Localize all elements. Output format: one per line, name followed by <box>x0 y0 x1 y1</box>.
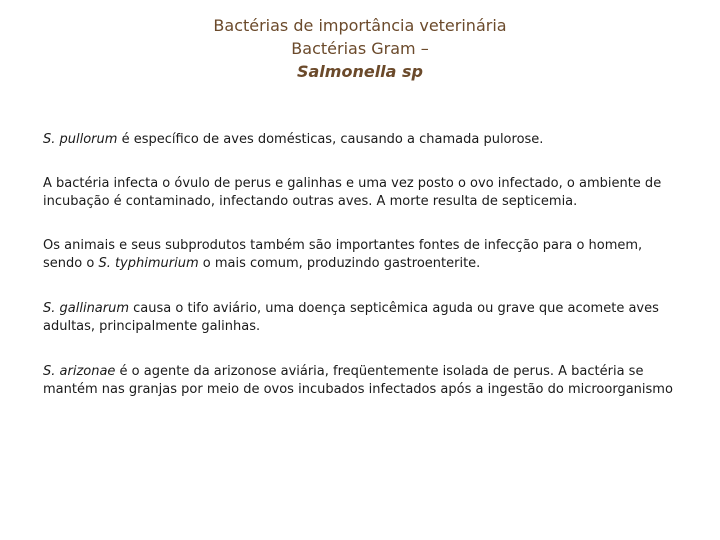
paragraph-gallinarum <box>43 300 673 336</box>
paragraph-pullorum <box>43 131 673 149</box>
species-name: S. pullorum <box>43 132 118 147</box>
paragraph-text: causa o tifo aviário, uma doença septicêmica aguda ou grave que acomete aves adultas, principalmente galinhas. <box>43 301 659 334</box>
slide-title <box>0 14 720 83</box>
paragraph-text-before: Os animais e seus subprodutos também são importantes fontes de infecção para o homem, sendo o <box>43 238 643 271</box>
paragraph-text: é o agente da arizonose aviária, freqüentemente isolada de perus. A bactéria se mantém nas granjas por meio de ovos incubados infectados após a ingestão do microorganismo <box>43 364 673 397</box>
species-name: S. gallinarum <box>43 301 130 316</box>
title-genus: Salmonella sp <box>296 62 424 81</box>
slide-body <box>43 131 673 419</box>
paragraph-infection <box>43 175 673 211</box>
paragraph-arizonae <box>43 363 673 399</box>
paragraph-text: A bactéria infecta o óvulo de perus e galinhas e uma vez posto o ovo infectado, o ambiente de incubação é contaminado, infectando outras aves. A morte resulta de septicemia. <box>43 176 662 209</box>
title-line-2: Bactérias Gram – <box>291 39 429 58</box>
species-name: S. arizonae <box>43 364 116 379</box>
paragraph-text: é específico de aves domésticas, causando a chamada pulorose. <box>117 132 544 147</box>
paragraph-text-after: o mais comum, produzindo gastroenterite. <box>198 256 481 271</box>
paragraph-typhimurium <box>43 237 673 273</box>
species-name: S. typhimurium <box>98 256 199 271</box>
title-line-1: Bactérias de importância veterinária <box>213 16 507 35</box>
